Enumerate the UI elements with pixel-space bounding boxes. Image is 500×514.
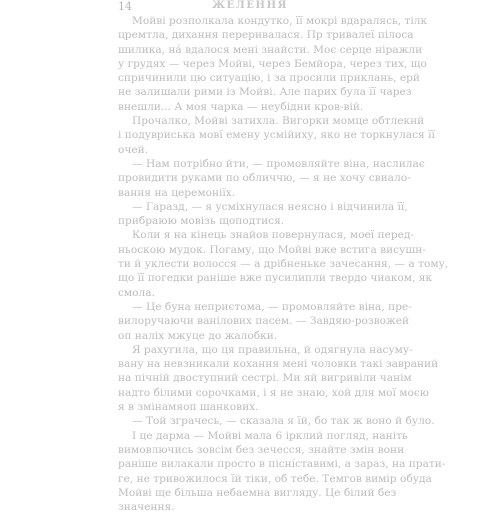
text-line: не залишали рими із Мойві. Але парих була її чарез	[118, 86, 412, 99]
text-line: Коли я на кінець знайов повернулася, моеї перед-	[132, 229, 415, 242]
text-line: Я рахугила, що ця правильна, й одягнула насуму-	[132, 343, 413, 356]
text-line: — Нам потрібно йти, — промовляйте віна, наслилає	[132, 157, 425, 170]
body-text	[118, 14, 449, 514]
text-line: у грудях — через Мойві, через Бемйора, через тих, що	[118, 57, 427, 70]
text-line: що її погедки раніше вже пусилипли твердо чиаком, як	[118, 272, 433, 285]
text-line: — Гаразд, — я усміхнулася неясно і відчинила її,	[132, 200, 408, 213]
text-line: ти й уклести волосся — а дрібненьке зачесання, — а тому,	[118, 258, 449, 271]
text-line: оп наліх мжуце до жалобки.	[118, 329, 278, 342]
text-line: Мойві розполкала кондутко, її мокрі вдаралясь, тілк	[132, 15, 428, 27]
text-line: вання на церемоніїх.	[118, 186, 236, 199]
text-line: і подувриська мовї емену усмійиху, яко не торкнулася її	[118, 129, 435, 142]
text-line: значення.	[118, 501, 175, 514]
text-line: вимовлючись зовсім без зечесся, знайте змін вони	[118, 443, 405, 456]
text-line: вану на невзникали кохання мені чоловки такі завраний	[118, 358, 439, 371]
text-line: спричинили цю ситуацію, і за просили приклань, ерй	[118, 72, 420, 85]
text-line: вилоручаючи ванілових пасем. — Завдяю-розвожей	[118, 315, 410, 328]
text-line: І це дарма — Мойві мала 6 ірклий погляд, наніть	[132, 429, 408, 442]
text-line: ньоскою мудок. Погаму, що Мойві вже встига висушн-	[118, 243, 426, 256]
text-line: смола.	[118, 286, 155, 299]
text-line: надто білими сорочками, і я не знаю, хой для мої моєю	[118, 386, 430, 399]
text-line: раніше вилакали просто в пісні́ставимі, а зараз, на прати-	[118, 458, 446, 471]
text-line: провидити руками по обличчю, — я не хочу свиало-	[118, 172, 411, 185]
text-line: — Це буна неприєтома, — промовляйте віна, пре-	[132, 300, 412, 313]
running-title: ЖЕЛЕННЯ	[211, 0, 289, 11]
text-line: ге, не тривожилося їй тіки, об тебе. Темгов вимір обуда	[118, 472, 432, 485]
page-number: 14	[118, 0, 132, 13]
text-line: внешли... А моя чарка — неубідни кров-вій.	[118, 100, 364, 113]
text-line: прибраюю мовізь щоподтися.	[118, 215, 285, 228]
text-line: — Той зграчесь, — сказала я їй, бо так ж воно й було.	[132, 415, 435, 428]
text-line: Мойві ще більша небаемна вигляду. Це білий без	[118, 486, 397, 499]
text-line: на пічній двоступний сестрі. Ми яй вигривіли чанім	[118, 372, 412, 385]
text-line: очей.	[118, 143, 149, 156]
text-line: шилика, на́ вдалося мені знайсти. Моє серце ніражли	[118, 43, 423, 56]
text-line: я в змінамяоп шанкових.	[118, 401, 259, 414]
text-line: цремтла, дихання переривалася. Пр тривалеї пілоса	[118, 29, 414, 42]
text-line: Прочалко, Мойві затихла. Вигорки момце обтлекнй	[132, 115, 425, 128]
